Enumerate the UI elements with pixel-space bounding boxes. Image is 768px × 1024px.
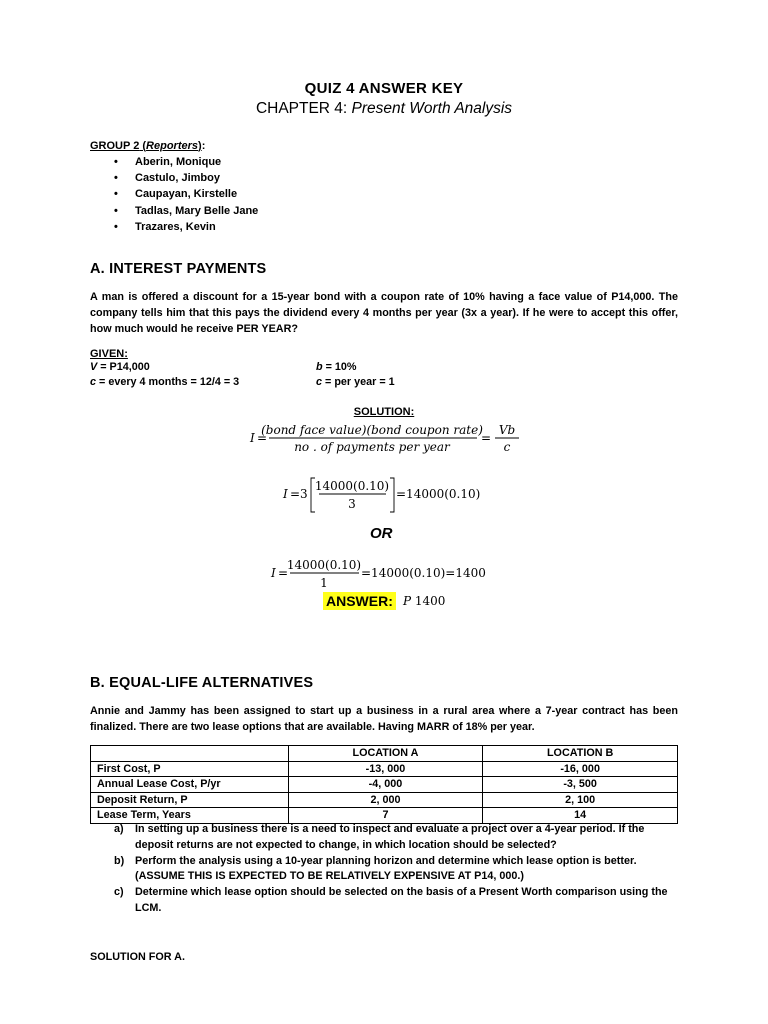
eq1-right-num: Vb <box>498 423 516 437</box>
table-cell: -3, 500 <box>483 777 678 793</box>
group-label: GROUP 2 <box>90 140 140 152</box>
solution-for-a-heading: SOLUTION FOR A. <box>90 951 185 963</box>
eq1-var-i: I <box>250 431 255 445</box>
solution-heading: SOLUTION: <box>353 406 415 418</box>
eq1-equals-2: = <box>481 431 492 445</box>
questions-list <box>114 822 674 917</box>
question-label: b) <box>114 854 125 867</box>
table-row <box>91 761 678 777</box>
question-text: In setting up a business there is a need to inspect and evaluate a project over a 4-year period. If the deposit returns are not expected to change, in which location should be selected? <box>135 823 645 851</box>
table-cell: -16, 000 <box>483 761 678 777</box>
chapter-prefix: CHAPTER 4: <box>255 100 352 117</box>
bullet-icon: • <box>114 204 118 217</box>
eq2-var-i: I <box>283 487 288 501</box>
table-row <box>91 777 678 793</box>
var-c: c <box>316 376 323 388</box>
list-item <box>90 203 258 219</box>
table-header-cell: LOCATION B <box>483 746 678 762</box>
table-row <box>91 792 678 808</box>
answer-amount: 1400 <box>414 594 446 608</box>
eq1-denominator: no . of payments per year <box>294 440 450 454</box>
var-v: V <box>90 361 98 373</box>
bullet-icon: • <box>114 172 118 185</box>
list-item <box>90 186 258 202</box>
list-item <box>90 154 258 170</box>
answer-value <box>403 594 445 608</box>
table-cell: -4, 000 <box>288 777 483 793</box>
list-item <box>114 854 674 886</box>
var-b: b <box>316 361 323 373</box>
list-item <box>114 822 674 854</box>
table-cell: -13, 000 <box>288 761 483 777</box>
list-item <box>90 170 258 186</box>
chapter-title <box>0 100 768 118</box>
eq3-numerator: 14000(0.10) <box>286 558 362 572</box>
list-item <box>114 885 674 917</box>
given-b <box>316 361 357 373</box>
table-cell: 7 <box>288 808 483 824</box>
eq3-denominator: 1 <box>320 576 328 590</box>
eq2-right-bracket <box>390 478 394 512</box>
given-v-value: = P14,000 <box>97 361 150 373</box>
member-name: Aberin, Monique <box>135 156 222 168</box>
bullet-icon: • <box>114 156 118 168</box>
given-v <box>90 361 150 373</box>
group-heading: GROUP 2 (Reporters): <box>90 140 206 152</box>
list-item <box>90 219 258 235</box>
or-label: OR <box>370 525 393 542</box>
table-cell: 14 <box>483 808 678 824</box>
row-label: First Cost, P <box>91 761 289 777</box>
eq1-numerator: (bond face value)(bond coupon rate) <box>261 423 483 437</box>
section-b-heading: B. EQUAL-LIFE ALTERNATIVES <box>90 675 314 691</box>
table-header-cell <box>91 746 289 762</box>
given-c2 <box>316 376 395 388</box>
member-name: Tadlas, Mary Belle Jane <box>135 204 259 217</box>
peso-symbol: P <box>403 594 412 608</box>
given-c2-value: = per year = 1 <box>322 376 395 388</box>
member-name: Trazares, Kevin <box>135 220 216 233</box>
table-row <box>91 808 678 824</box>
group-role: Reporters <box>146 140 199 152</box>
bullet-icon: • <box>114 188 118 201</box>
answer-label: ANSWER: <box>323 592 396 610</box>
question-text: Determine which lease option should be selected on the basis of a Present Worth comparison using the LCM. <box>135 886 668 914</box>
table-header-cell: LOCATION A <box>288 746 483 762</box>
eq3-equals: = <box>278 566 289 580</box>
eq2-prefix: =3 <box>290 487 308 501</box>
equation-1 <box>245 418 535 462</box>
member-name: Caupayan, Kirstelle <box>135 188 238 201</box>
question-label: c) <box>114 886 124 899</box>
table-cell: 2, 000 <box>288 792 483 808</box>
table-header-row <box>91 746 678 762</box>
row-label: Lease Term, Years <box>91 808 289 824</box>
var-c: c <box>90 376 97 388</box>
given-c1 <box>90 376 239 388</box>
section-a-heading: A. INTEREST PAYMENTS <box>90 261 267 277</box>
table-cell: 2, 100 <box>483 792 678 808</box>
chapter-topic: Present Worth Analysis <box>351 100 513 117</box>
equation-2 <box>280 474 500 518</box>
eq2-denominator: 3 <box>348 497 356 511</box>
bullet-icon: • <box>114 220 118 233</box>
quiz-title: QUIZ 4 ANSWER KEY <box>304 80 464 97</box>
given-c1-value: = every 4 months = 12/4 = 3 <box>96 376 240 388</box>
row-label: Deposit Return, P <box>91 792 289 808</box>
problem-b-text: Annie and Jammy has been assigned to start up a business in a rural area where a 7-year contract has been finalized. There are two lease options that are available. Having MARR of 18% per year. <box>90 705 678 733</box>
eq1-equals: = <box>257 431 268 445</box>
lease-options-table <box>90 745 678 824</box>
given-heading: GIVEN: <box>90 348 128 360</box>
eq2-numerator: 14000(0.10) <box>314 479 390 493</box>
eq2-right: =14000(0.10) <box>396 487 481 501</box>
equation-3 <box>268 554 508 594</box>
problem-a-text: A man is offered a discount for a 15-year bond with a coupon rate of 10% having a face value of P14,000. The company tells him that this pays the dividend every 4 months per year (3x a year). If he were to accept this offer, how much would he receive PER YEAR? <box>90 291 678 335</box>
row-label: Annual Lease Cost, P/yr <box>91 777 289 793</box>
eq3-right: =14000(0.10)=1400 <box>361 566 486 580</box>
member-name: Castulo, Jimboy <box>135 172 220 185</box>
eq1-right-den: c <box>503 440 511 454</box>
question-label: a) <box>114 823 124 835</box>
given-b-value: = 10% <box>322 361 357 373</box>
reporters-list <box>90 154 258 235</box>
question-text: Perform the analysis using a 10-year planning horizon and determine which lease option is better. (ASSUME THIS IS EXPECTED TO BE RELATIVELY EXPENSIVE AT P14, 000.) <box>135 854 637 883</box>
eq3-var-i: I <box>271 566 276 580</box>
